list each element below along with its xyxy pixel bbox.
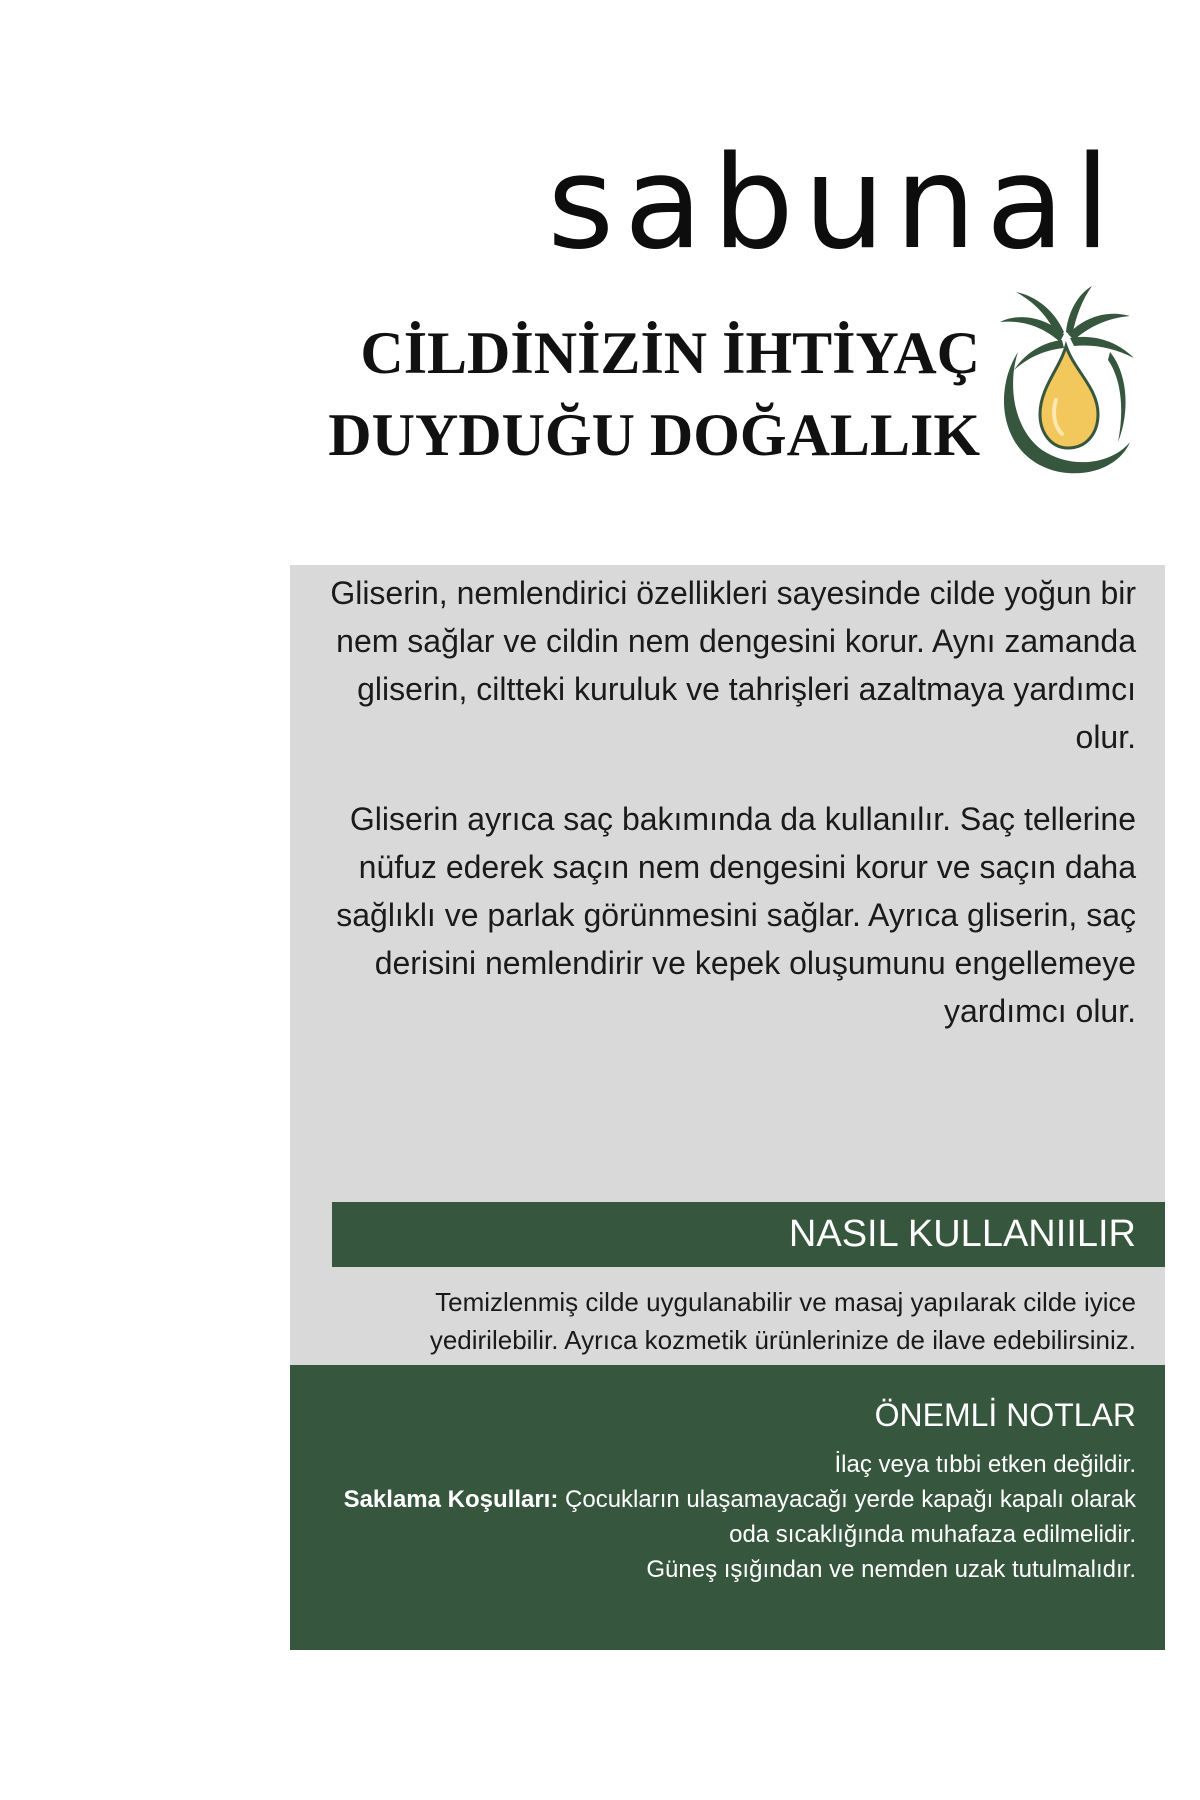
notes-line-3: Güneş ışığından ve nemden uzak tutulmalıdır.	[646, 1556, 1136, 1583]
palm-tree-oil-drop-icon	[990, 282, 1140, 482]
tagline	[328, 312, 980, 476]
usage-text: Temizlenmiş cilde uygulanabilir ve masaj yapılarak cilde iyice yedirilebilir. Ayrıca kozmetik ürünlerinize de ilave edebilirsiniz.	[429, 1287, 1136, 1355]
notes-title: ÖNEMLİ NOTLAR	[874, 1397, 1136, 1433]
storage-text: Çocukların ulaşamayacağı yerde kapağı kapalı olarak oda sıcaklığında muhafaza edilmelidir.	[558, 1486, 1136, 1548]
description-paragraph-1: Gliserin, nemlendirici özellikleri sayesinde cilde yoğun bir nem sağlar ve cildin nem dengesini korur. Aynı zamanda gliserin, ciltteki kuruluk ve tahrişleri azaltmaya yardımcı olur.	[330, 575, 1136, 755]
notes-text	[316, 1447, 1136, 1587]
oil-drop	[1040, 346, 1098, 448]
tagline-line-1: CİLDİNİZİN İHTİYAÇ	[360, 320, 980, 386]
tagline-line-2: DUYDUĞU DOĞALLIK	[328, 402, 980, 468]
brand-name: sabunal	[547, 129, 1120, 278]
usage-title: NASIL KULLANIILIR	[788, 1213, 1136, 1255]
palm-frond-upper-left	[1016, 292, 1064, 338]
description-paragraph-2: Gliserin ayrıca saç bakımında da kullanılır. Saç tellerine nüfuz ederek saçın nem dengesini korur ve saçın daha sağlıklı ve parlak görünmesini sağlar. Ayrıca gliserin, saç derisini nemlendirir ve kepek oluşumunu engellemeye yardımcı olur.	[336, 801, 1136, 1029]
logo-ring-right	[1108, 352, 1126, 442]
palm-frond-upper-right	[1068, 314, 1130, 340]
palm-frond-right	[1070, 337, 1134, 358]
storage-label: Saklama Koşulları:	[343, 1486, 559, 1513]
notes-line-1: İlaç veya tıbbi etken değildir.	[834, 1451, 1136, 1478]
